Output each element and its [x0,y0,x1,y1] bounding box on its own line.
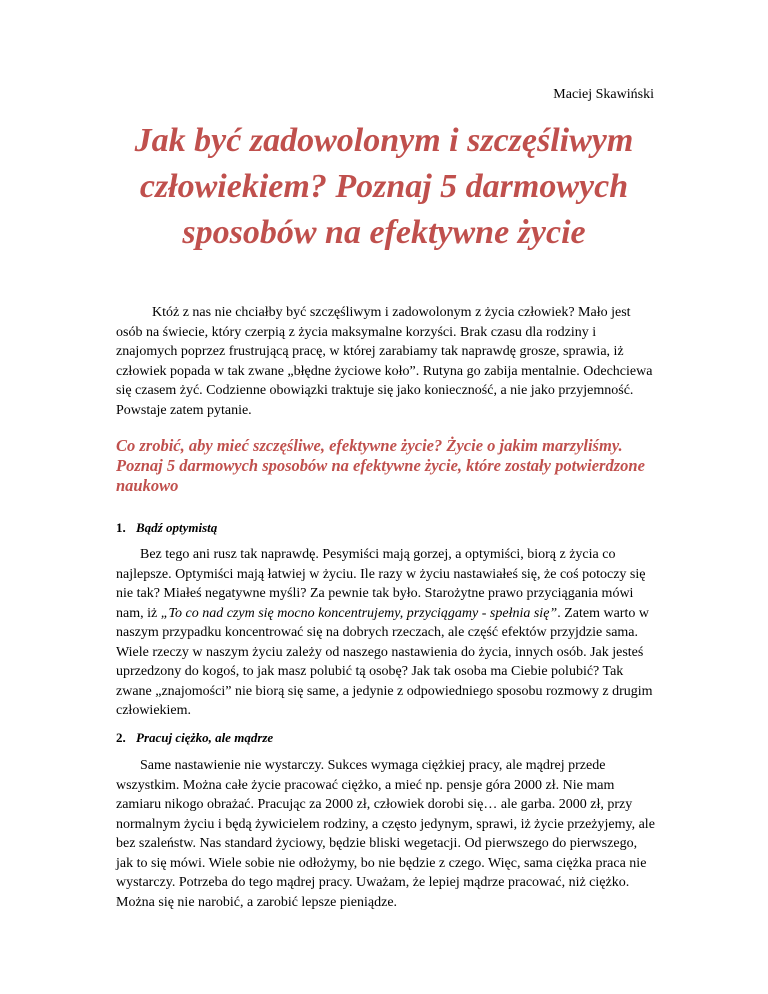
intro-paragraph: Któż z nas nie chciałby być szczęśliwym i zadowolonym z życia człowiek? Mało jest osób na świecie, który czerpią z życia maksymalne korzyści. Brak czasu dla rodziny i znajomych poprzez frustrującą pracę, w której zarabiamy tak naprawdę grosze, sprawia, iż człowiek popada w tak zwane „błędne życiowe koło”. Rutyna go zabija mentalnie. Odechciewa się czasem żyć. Codzienne obowiązki traktuje się jako konieczność, a nie jako przyjemność. Powstaje zatem pytanie. [116,305,653,418]
section-2-number: 2. [116,730,126,745]
section-2-paragraph: Same nastawienie nie wystarczy. Sukces wymaga ciężkiej pracy, ale mądrej przede wszystkim. Można całe życie pracować ciężko, a mieć np. pensje góra 2000 zł. Nie mam zamiaru nikogo obrażać. Pracując za 2000 zł, człowiek dorobi się… ale garba. 2000 zł, przy normalnym życiu i będą żywicielem rodziny, a często jedynym, sprawi, iż życie przeżyjemy, ale bez szaleństw. Nas standard życiowy, będzie bliski wegetacji. Od pierwszego do pierwszego, jak to się mówi. Wiele sobie nie odłożymy, bo nie będzie z czego. Więc, sama ciężka praca nie wystarczy. Potrzeba do tego mądrej pracy. Uważam, że lepiej mądrze pracować, niż ciężko. Można się nie narobić, a zarobić lepsze pieniądze. [116,758,655,910]
section-1-text-before: Bez tego ani rusz tak naprawdę. Pesymiści mają gorzej, a optymiści, biorą z życia co najlepsze. Optymiści mają łatwiej w życiu. Ile razy w życiu nastawiałeś się, że coś potoczy się nie tak? Miałeś negatywne myśli? Za pewnie tak było. Starożytne prawo przyciągania mówi nam, iż [116,547,646,621]
section-2-title: Pracuj ciężko, ale mądrze [136,730,274,745]
section-subtitle: Co zrobić, aby mieć szczęśliwe, efektywne życie? Życie o jakim marzyliśmy. Poznaj 5 darmowych sposobów na efektywne życie, które zostały potwierdzone naukowo [116,436,645,495]
section-1-quote: „To co nad czym się mocno koncentrujemy, przyciągamy - spełnia się” [160,605,558,621]
section-1-number: 1. [116,520,126,535]
document-title: Jak być zadowolonym i szczęśliwym człowiekiem? Poznaj 5 darmowych sposobów na efektywne życie [134,122,634,251]
section-1-title: Bądź optymistą [136,520,218,535]
section-1-paragraph [116,545,656,721]
section-2-heading [116,730,273,746]
section-1-heading [116,520,217,536]
author-name: Maciej Skawiński [553,87,654,102]
section-1-text-after: . Zatem warto w naszym przypadku koncentrować się na dobrych rzeczach, ale część efektów przyjdzie sama. Wiele rzeczy w naszym życiu zależy od naszego nastawienia do życia, innych osób. Jak jesteś uprzedzony do kogoś, to jak masz polubić tą osobę? Jak tak osoba ma Ciebie polubić? Tak zwane „znajomości” nie biorą się same, a jedynie z odpowiedniego sposobu rozmowy z drugim człowiekiem. [116,605,653,718]
